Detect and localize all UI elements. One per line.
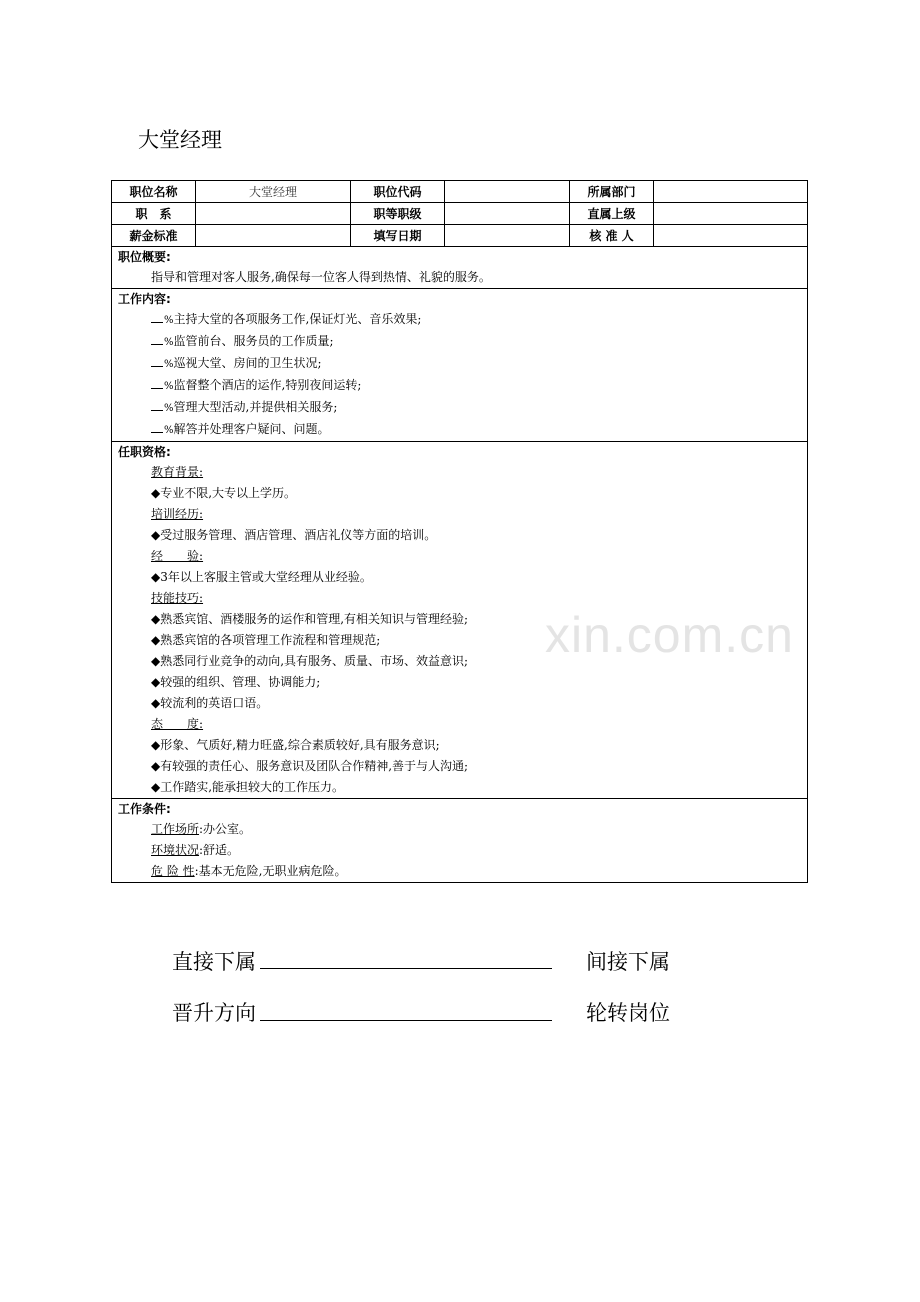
header-row <box>112 181 808 203</box>
qualification-item <box>118 672 801 693</box>
percent-blank[interactable] <box>151 310 163 323</box>
field-label: 核 准 人 <box>570 225 654 247</box>
percent-blank[interactable] <box>151 332 163 345</box>
job-description-table <box>111 180 808 883</box>
qualification-group-title <box>118 588 801 609</box>
qualification-text: 工作踏实,能承担较大的工作压力。 <box>160 780 345 794</box>
duty-text: 巡视大堂、房间的卫生状况; <box>173 356 322 370</box>
qualification-item <box>118 756 801 777</box>
diamond-bullet-icon: ◆ <box>151 570 161 584</box>
header-row <box>112 203 808 225</box>
qualification-group-label: 技能技巧: <box>151 591 204 605</box>
duty-text: 解答并处理客户疑问、问题。 <box>173 422 330 436</box>
overview-row <box>112 247 808 289</box>
qualification-group-title <box>118 504 801 525</box>
duty-item <box>118 331 801 353</box>
conditions-heading: 工作条件: <box>118 802 171 816</box>
condition-value: :办公室。 <box>199 822 252 836</box>
qualification-item <box>118 483 801 504</box>
field-value[interactable] <box>445 225 570 247</box>
field-label: 职 系 <box>112 203 196 225</box>
duty-item <box>118 419 801 441</box>
conditions-list <box>118 819 801 882</box>
qualification-text: 较强的组织、管理、协调能力; <box>160 675 321 689</box>
header-row <box>112 225 808 247</box>
qualifications-row <box>112 442 808 799</box>
qualification-group-title <box>118 546 801 567</box>
qualification-group-label: 态 度: <box>151 717 204 731</box>
percent-blank[interactable] <box>151 354 163 367</box>
field-label: 填写日期 <box>351 225 445 247</box>
qualification-item <box>118 735 801 756</box>
field-label: 薪金标准 <box>112 225 196 247</box>
field-value[interactable] <box>196 203 351 225</box>
field-value[interactable] <box>445 203 570 225</box>
diamond-bullet-icon: ◆ <box>151 612 161 626</box>
qualification-group-title <box>118 462 801 483</box>
qualification-group-label: 教育背景: <box>151 465 204 479</box>
qualification-group-label: 经 验: <box>151 549 204 563</box>
qualifications-heading: 任职资格: <box>118 445 171 459</box>
qualification-item <box>118 567 801 588</box>
qualification-item <box>118 777 801 798</box>
duties-list <box>118 309 801 441</box>
diamond-bullet-icon: ◆ <box>151 738 161 752</box>
diamond-bullet-icon: ◆ <box>151 675 161 689</box>
field-value[interactable] <box>196 225 351 247</box>
condition-item <box>118 840 801 861</box>
direct-reports-label: 直接下属 <box>172 950 256 974</box>
qualification-text: 较流利的英语口语。 <box>160 696 269 710</box>
percent-blank[interactable] <box>151 398 163 411</box>
qualification-text: 受过服务管理、酒店管理、酒店礼仪等方面的培训。 <box>160 528 437 542</box>
condition-value: :基本无危险,无职业病危险。 <box>194 864 347 878</box>
qualification-item <box>118 651 801 672</box>
diamond-bullet-icon: ◆ <box>151 780 161 794</box>
qualification-item <box>118 630 801 651</box>
qualification-text: 熟悉宾馆、酒楼服务的运作和管理,有相关知识与管理经验; <box>160 612 469 626</box>
overview-text: 指导和管理对客人服务,确保每一位客人得到热情、礼貌的服务。 <box>151 270 491 284</box>
duty-text: 监管前台、服务员的工作质量; <box>173 334 334 348</box>
field-value[interactable] <box>654 203 808 225</box>
duty-item <box>118 353 801 375</box>
condition-label: 工作场所 <box>151 822 200 836</box>
percent-sign: % <box>164 315 174 326</box>
direct-reports-line[interactable] <box>260 968 552 969</box>
promotion-label: 晋升方向 <box>172 1001 256 1025</box>
page-title: 大堂经理 <box>138 128 222 152</box>
diamond-bullet-icon: ◆ <box>151 486 161 500</box>
qualification-text: 熟悉宾馆的各项管理工作流程和管理规范; <box>160 633 381 647</box>
promotion-line[interactable] <box>260 1020 552 1021</box>
condition-item <box>118 819 801 840</box>
percent-sign: % <box>164 403 174 414</box>
diamond-bullet-icon: ◆ <box>151 696 161 710</box>
qualification-text: 专业不限,大专以上学历。 <box>160 486 297 500</box>
condition-label: 危 险 性 <box>151 864 195 878</box>
qualification-text: 3年以上客服主管或大堂经理从业经验。 <box>160 570 372 584</box>
overview-heading: 职位概要: <box>118 250 171 264</box>
percent-blank[interactable] <box>151 420 163 433</box>
percent-sign: % <box>164 337 174 348</box>
field-value[interactable]: 大堂经理 <box>196 181 351 203</box>
duties-row <box>112 289 808 442</box>
duties-heading: 工作内容: <box>118 292 171 306</box>
duty-item <box>118 309 801 331</box>
duty-text: 主持大堂的各项服务工作,保证灯光、音乐效果; <box>173 312 422 326</box>
qualification-text: 熟悉同行业竞争的动向,具有服务、质量、市场、效益意识; <box>160 654 469 668</box>
condition-label: 环境状况 <box>151 843 200 857</box>
percent-sign: % <box>164 359 174 370</box>
qualification-item <box>118 609 801 630</box>
indirect-reports-label: 间接下属 <box>586 950 670 974</box>
watermark: xin.com.cn <box>545 607 794 663</box>
condition-value: :舒适。 <box>199 843 240 857</box>
diamond-bullet-icon: ◆ <box>151 654 161 668</box>
conditions-row <box>112 799 808 883</box>
duty-text: 管理大型活动,并提供相关服务; <box>173 400 338 414</box>
percent-sign: % <box>164 425 174 436</box>
duty-text: 监督整个酒店的运作,特别夜间运转; <box>173 378 362 392</box>
qualification-group-label: 培训经历: <box>151 507 204 521</box>
field-label: 职位名称 <box>112 181 196 203</box>
condition-item <box>118 861 801 882</box>
field-label: 职位代码 <box>351 181 445 203</box>
field-value[interactable] <box>654 225 808 247</box>
diamond-bullet-icon: ◆ <box>151 633 161 647</box>
qualification-item <box>118 693 801 714</box>
field-label: 所属部门 <box>570 181 654 203</box>
diamond-bullet-icon: ◆ <box>151 759 161 773</box>
field-label: 职等职级 <box>351 203 445 225</box>
percent-blank[interactable] <box>151 376 163 389</box>
qualification-text: 有较强的责任心、服务意识及团队合作精神,善于与人沟通; <box>160 759 469 773</box>
field-label: 直属上级 <box>570 203 654 225</box>
rotation-label: 轮转岗位 <box>586 1001 670 1025</box>
qualification-group-title <box>118 714 801 735</box>
percent-sign: % <box>164 381 174 392</box>
diamond-bullet-icon: ◆ <box>151 528 161 542</box>
qualifications-list <box>118 462 801 798</box>
field-value[interactable] <box>445 181 570 203</box>
qualification-item <box>118 525 801 546</box>
duty-item <box>118 375 801 397</box>
duty-item <box>118 397 801 419</box>
qualification-text: 形象、气质好,精力旺盛,综合素质较好,具有服务意识; <box>160 738 440 752</box>
field-value[interactable] <box>654 181 808 203</box>
